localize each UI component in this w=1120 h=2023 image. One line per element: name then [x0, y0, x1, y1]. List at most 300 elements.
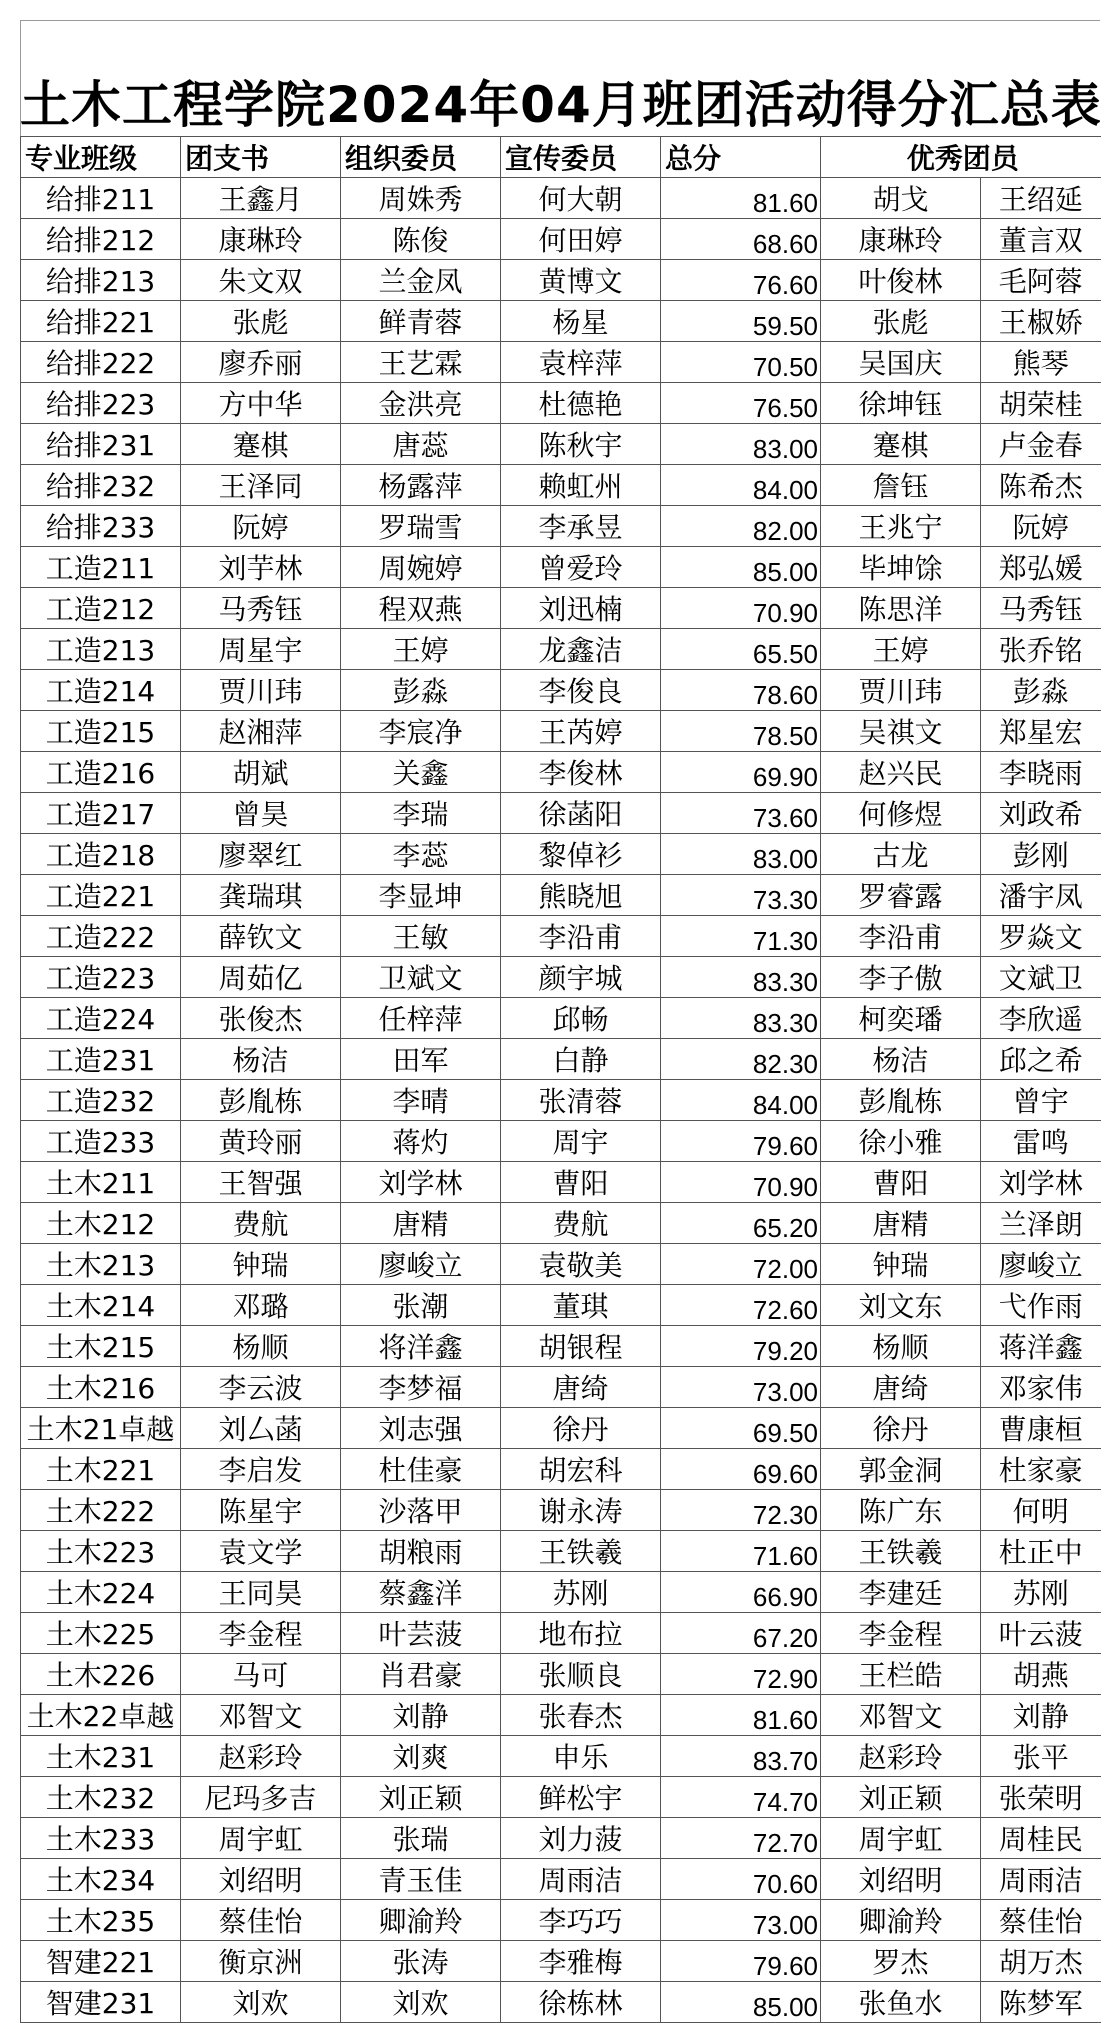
secretary-cell: 薛钦文: [181, 916, 341, 957]
excellent-member-1-cell: 赵彩玲: [821, 1736, 981, 1777]
secretary-cell: 杨顺: [181, 1326, 341, 1367]
publicity-cell: 胡宏科: [501, 1449, 661, 1490]
table-row: [21, 424, 1101, 465]
excellent-member-1-cell: 杨洁: [821, 1039, 981, 1080]
class-cell: 土木22卓越: [21, 1695, 181, 1736]
excellent-member-1-cell: 张鱼水: [821, 1982, 981, 2023]
score-cell: 83.70: [661, 1736, 821, 1777]
secretary-cell: 方中华: [181, 383, 341, 424]
class-cell: 工造216: [21, 752, 181, 793]
table-body: [21, 178, 1101, 2023]
score-cell: 85.00: [661, 547, 821, 588]
excellent-member-2-cell: 苏刚: [981, 1572, 1101, 1613]
publicity-cell: 李俊林: [501, 752, 661, 793]
organizer-cell: 任梓萍: [341, 998, 501, 1039]
score-cell: 72.30: [661, 1490, 821, 1531]
secretary-cell: 刘欢: [181, 1982, 341, 2023]
table-row: [21, 1982, 1101, 2023]
publicity-cell: 谢永涛: [501, 1490, 661, 1531]
table-row: [21, 629, 1101, 670]
excellent-member-2-cell: 胡万杰: [981, 1941, 1101, 1982]
organizer-cell: 李宸净: [341, 711, 501, 752]
organizer-cell: 张瑞: [341, 1818, 501, 1859]
excellent-member-2-cell: 刘静: [981, 1695, 1101, 1736]
publicity-cell: 鲜松宇: [501, 1777, 661, 1818]
excellent-member-1-cell: 毕坤馀: [821, 547, 981, 588]
excellent-member-1-cell: 徐坤钰: [821, 383, 981, 424]
score-cell: 72.90: [661, 1654, 821, 1695]
table-row: [21, 547, 1101, 588]
organizer-cell: 罗瑞雪: [341, 506, 501, 547]
organizer-cell: 蔡鑫洋: [341, 1572, 501, 1613]
class-cell: 工造211: [21, 547, 181, 588]
table-row: [21, 875, 1101, 916]
excellent-member-2-cell: 邓家伟: [981, 1367, 1101, 1408]
class-cell: 工造212: [21, 588, 181, 629]
score-cell: 84.00: [661, 1080, 821, 1121]
organizer-cell: 刘正颖: [341, 1777, 501, 1818]
excellent-member-2-cell: 郑星宏: [981, 711, 1101, 752]
secretary-cell: 周宇虹: [181, 1818, 341, 1859]
excellent-member-2-cell: 张平: [981, 1736, 1101, 1777]
table-row: [21, 301, 1101, 342]
score-cell: 81.60: [661, 178, 821, 219]
excellent-member-1-cell: 李子傲: [821, 957, 981, 998]
excellent-member-1-cell: 李建廷: [821, 1572, 981, 1613]
publicity-cell: 邱畅: [501, 998, 661, 1039]
score-cell: 85.00: [661, 1982, 821, 2023]
excellent-member-2-cell: 卢金春: [981, 424, 1101, 465]
class-cell: 土木215: [21, 1326, 181, 1367]
table-row: [21, 1408, 1101, 1449]
excellent-member-1-cell: 郭金洞: [821, 1449, 981, 1490]
class-cell: 给排213: [21, 260, 181, 301]
excellent-member-1-cell: 徐丹: [821, 1408, 981, 1449]
organizer-cell: 李显坤: [341, 875, 501, 916]
class-cell: 工造223: [21, 957, 181, 998]
table-row: [21, 1039, 1101, 1080]
table-row: [21, 1736, 1101, 1777]
excellent-member-2-cell: 李欣遥: [981, 998, 1101, 1039]
excellent-member-1-cell: 贾川玮: [821, 670, 981, 711]
class-cell: 土木223: [21, 1531, 181, 1572]
table-row: [21, 1121, 1101, 1162]
secretary-cell: 康琳玲: [181, 219, 341, 260]
organizer-cell: 卿渝羚: [341, 1900, 501, 1941]
publicity-cell: 曹阳: [501, 1162, 661, 1203]
class-cell: 工造217: [21, 793, 181, 834]
secretary-cell: 尼玛多吉: [181, 1777, 341, 1818]
score-cell: 70.60: [661, 1859, 821, 1900]
excellent-member-1-cell: 吴国庆: [821, 342, 981, 383]
publicity-cell: 杨星: [501, 301, 661, 342]
excellent-member-1-cell: 彭胤栋: [821, 1080, 981, 1121]
secretary-cell: 胡斌: [181, 752, 341, 793]
score-cell: 72.60: [661, 1285, 821, 1326]
publicity-cell: 胡银程: [501, 1326, 661, 1367]
class-cell: 土木211: [21, 1162, 181, 1203]
header-secretary: 团支书: [181, 137, 341, 178]
class-cell: 给排222: [21, 342, 181, 383]
table-row: [21, 1859, 1101, 1900]
secretary-cell: 廖乔丽: [181, 342, 341, 383]
table-row: [21, 1449, 1101, 1490]
score-cell: 79.20: [661, 1326, 821, 1367]
secretary-cell: 费航: [181, 1203, 341, 1244]
publicity-cell: 王铁羲: [501, 1531, 661, 1572]
secretary-cell: 赵彩玲: [181, 1736, 341, 1777]
organizer-cell: 张涛: [341, 1941, 501, 1982]
excellent-member-2-cell: 郑弘媛: [981, 547, 1101, 588]
excellent-member-2-cell: 弋作雨: [981, 1285, 1101, 1326]
table-row: [21, 178, 1101, 219]
score-cell: 71.60: [661, 1531, 821, 1572]
secretary-cell: 蹇棋: [181, 424, 341, 465]
organizer-cell: 杜佳豪: [341, 1449, 501, 1490]
organizer-cell: 沙落甲: [341, 1490, 501, 1531]
secretary-cell: 张彪: [181, 301, 341, 342]
score-cell: 59.50: [661, 301, 821, 342]
table-row: [21, 1941, 1101, 1982]
excellent-member-1-cell: 刘文东: [821, 1285, 981, 1326]
organizer-cell: 刘志强: [341, 1408, 501, 1449]
secretary-cell: 李云波: [181, 1367, 341, 1408]
organizer-cell: 刘欢: [341, 1982, 501, 2023]
class-cell: 土木21卓越: [21, 1408, 181, 1449]
score-cell: 73.00: [661, 1367, 821, 1408]
excellent-member-1-cell: 陈思洋: [821, 588, 981, 629]
score-cell: 69.60: [661, 1449, 821, 1490]
organizer-cell: 刘静: [341, 1695, 501, 1736]
publicity-cell: 刘力菠: [501, 1818, 661, 1859]
secretary-cell: 李金程: [181, 1613, 341, 1654]
class-cell: 工造231: [21, 1039, 181, 1080]
table-row: [21, 957, 1101, 998]
excellent-member-2-cell: 陈希杰: [981, 465, 1101, 506]
publicity-cell: 地布拉: [501, 1613, 661, 1654]
excellent-member-2-cell: 董言双: [981, 219, 1101, 260]
excellent-member-2-cell: 何明: [981, 1490, 1101, 1531]
score-cell: 83.00: [661, 424, 821, 465]
class-cell: 土木213: [21, 1244, 181, 1285]
organizer-cell: 唐精: [341, 1203, 501, 1244]
excellent-member-1-cell: 古龙: [821, 834, 981, 875]
publicity-cell: 申乐: [501, 1736, 661, 1777]
class-cell: 给排212: [21, 219, 181, 260]
table-row: [21, 1285, 1101, 1326]
score-cell: 84.00: [661, 465, 821, 506]
excellent-member-1-cell: 钟瑞: [821, 1244, 981, 1285]
class-cell: 智建221: [21, 1941, 181, 1982]
score-cell: 65.20: [661, 1203, 821, 1244]
score-cell: 73.60: [661, 793, 821, 834]
class-cell: 给排233: [21, 506, 181, 547]
secretary-cell: 马可: [181, 1654, 341, 1695]
header-score: 总分: [661, 137, 821, 178]
excellent-member-2-cell: 蔡佳怡: [981, 1900, 1101, 1941]
page-title: 土木工程学院2024年04月班团活动得分汇总表: [20, 76, 1102, 134]
organizer-cell: 刘学林: [341, 1162, 501, 1203]
organizer-cell: 杨露萍: [341, 465, 501, 506]
excellent-member-1-cell: 王兆宁: [821, 506, 981, 547]
score-cell: 74.70: [661, 1777, 821, 1818]
excellent-member-2-cell: 熊琴: [981, 342, 1101, 383]
excellent-member-2-cell: 周桂民: [981, 1818, 1101, 1859]
organizer-cell: 王婷: [341, 629, 501, 670]
secretary-cell: 彭胤栋: [181, 1080, 341, 1121]
excellent-member-1-cell: 刘绍明: [821, 1859, 981, 1900]
secretary-cell: 杨洁: [181, 1039, 341, 1080]
excellent-member-2-cell: 胡燕: [981, 1654, 1101, 1695]
table-row: [21, 916, 1101, 957]
class-cell: 土木235: [21, 1900, 181, 1941]
excellent-member-2-cell: 毛阿蓉: [981, 260, 1101, 301]
publicity-cell: 费航: [501, 1203, 661, 1244]
excellent-member-2-cell: 曾宇: [981, 1080, 1101, 1121]
secretary-cell: 王智强: [181, 1162, 341, 1203]
score-cell: 67.20: [661, 1613, 821, 1654]
table-row: [21, 1654, 1101, 1695]
table-row: [21, 383, 1101, 424]
organizer-cell: 鲜青蓉: [341, 301, 501, 342]
excellent-member-2-cell: 文斌卫: [981, 957, 1101, 998]
excellent-member-1-cell: 曹阳: [821, 1162, 981, 1203]
table-row: [21, 1572, 1101, 1613]
organizer-cell: 唐蕊: [341, 424, 501, 465]
secretary-cell: 马秀钰: [181, 588, 341, 629]
class-cell: 土木224: [21, 1572, 181, 1613]
spreadsheet: [20, 20, 1102, 2022]
organizer-cell: 彭淼: [341, 670, 501, 711]
excellent-member-1-cell: 吴祺文: [821, 711, 981, 752]
publicity-cell: 周雨洁: [501, 1859, 661, 1900]
excellent-member-1-cell: 李沿甫: [821, 916, 981, 957]
score-cell: 82.00: [661, 506, 821, 547]
score-cell: 83.30: [661, 998, 821, 1039]
publicity-cell: 颜宇城: [501, 957, 661, 998]
class-cell: 工造233: [21, 1121, 181, 1162]
excellent-member-1-cell: 唐绮: [821, 1367, 981, 1408]
score-cell: 79.60: [661, 1941, 821, 1982]
table-row: [21, 1695, 1101, 1736]
publicity-cell: 袁敬美: [501, 1244, 661, 1285]
class-cell: 土木233: [21, 1818, 181, 1859]
class-cell: 土木216: [21, 1367, 181, 1408]
secretary-cell: 袁文学: [181, 1531, 341, 1572]
score-cell: 76.60: [661, 260, 821, 301]
excellent-member-2-cell: 雷鸣: [981, 1121, 1101, 1162]
organizer-cell: 王艺霖: [341, 342, 501, 383]
excellent-member-1-cell: 詹钰: [821, 465, 981, 506]
publicity-cell: 苏刚: [501, 1572, 661, 1613]
secretary-cell: 阮婷: [181, 506, 341, 547]
excellent-member-2-cell: 阮婷: [981, 506, 1101, 547]
table-row: [21, 219, 1101, 260]
excellent-member-2-cell: 陈梦军: [981, 1982, 1101, 2023]
class-cell: 土木212: [21, 1203, 181, 1244]
table-row: [21, 1367, 1101, 1408]
score-cell: 73.00: [661, 1900, 821, 1941]
publicity-cell: 李沿甫: [501, 916, 661, 957]
table-row: [21, 260, 1101, 301]
excellent-member-2-cell: 王椒娇: [981, 301, 1101, 342]
organizer-cell: 周姝秀: [341, 178, 501, 219]
sheet-top-border: [20, 20, 1100, 21]
class-cell: 智建231: [21, 1982, 181, 2023]
excellent-member-2-cell: 马秀钰: [981, 588, 1101, 629]
publicity-cell: 张清蓉: [501, 1080, 661, 1121]
secretary-cell: 邓智文: [181, 1695, 341, 1736]
score-cell: 65.50: [661, 629, 821, 670]
excellent-member-1-cell: 陈广东: [821, 1490, 981, 1531]
secretary-cell: 钟瑞: [181, 1244, 341, 1285]
secretary-cell: 刘厶菡: [181, 1408, 341, 1449]
secretary-cell: 龚瑞琪: [181, 875, 341, 916]
table-row: [21, 1613, 1101, 1654]
class-cell: 土木234: [21, 1859, 181, 1900]
secretary-cell: 曾昊: [181, 793, 341, 834]
publicity-cell: 何大朝: [501, 178, 661, 219]
score-cell: 71.30: [661, 916, 821, 957]
organizer-cell: 陈俊: [341, 219, 501, 260]
secretary-cell: 邓璐: [181, 1285, 341, 1326]
publicity-cell: 赖虹州: [501, 465, 661, 506]
class-cell: 土木232: [21, 1777, 181, 1818]
excellent-member-1-cell: 罗杰: [821, 1941, 981, 1982]
excellent-member-2-cell: 潘宇凤: [981, 875, 1101, 916]
publicity-cell: 张春杰: [501, 1695, 661, 1736]
secretary-cell: 刘芋林: [181, 547, 341, 588]
publicity-cell: 张顺良: [501, 1654, 661, 1695]
score-cell: 72.70: [661, 1818, 821, 1859]
publicity-cell: 袁梓萍: [501, 342, 661, 383]
excellent-member-2-cell: 刘政希: [981, 793, 1101, 834]
secretary-cell: 蔡佳怡: [181, 1900, 341, 1941]
class-cell: 给排221: [21, 301, 181, 342]
excellent-member-2-cell: 罗焱文: [981, 916, 1101, 957]
excellent-member-1-cell: 王铁羲: [821, 1531, 981, 1572]
score-cell: 69.90: [661, 752, 821, 793]
score-cell: 81.60: [661, 1695, 821, 1736]
publicity-cell: 李巧巧: [501, 1900, 661, 1941]
table-row: [21, 1818, 1101, 1859]
table-row: [21, 670, 1101, 711]
score-cell: 72.00: [661, 1244, 821, 1285]
table-row: [21, 342, 1101, 383]
publicity-cell: 曾爱玲: [501, 547, 661, 588]
excellent-member-1-cell: 蹇棋: [821, 424, 981, 465]
excellent-member-1-cell: 李金程: [821, 1613, 981, 1654]
excellent-member-2-cell: 张荣明: [981, 1777, 1101, 1818]
excellent-member-2-cell: 叶云菠: [981, 1613, 1101, 1654]
organizer-cell: 周婉婷: [341, 547, 501, 588]
table-row: [21, 465, 1101, 506]
excellent-member-2-cell: 蒋洋鑫: [981, 1326, 1101, 1367]
score-cell: 79.60: [661, 1121, 821, 1162]
organizer-cell: 蒋灼: [341, 1121, 501, 1162]
excellent-member-1-cell: 康琳玲: [821, 219, 981, 260]
class-cell: 土木222: [21, 1490, 181, 1531]
secretary-cell: 朱文双: [181, 260, 341, 301]
table-row: [21, 588, 1101, 629]
excellent-member-2-cell: 彭淼: [981, 670, 1101, 711]
table-row: [21, 1080, 1101, 1121]
excellent-member-2-cell: 周雨洁: [981, 1859, 1101, 1900]
score-cell: 68.60: [661, 219, 821, 260]
excellent-member-1-cell: 徐小雅: [821, 1121, 981, 1162]
organizer-cell: 叶芸菠: [341, 1613, 501, 1654]
publicity-cell: 龙鑫洁: [501, 629, 661, 670]
excellent-member-1-cell: 赵兴民: [821, 752, 981, 793]
excellent-member-2-cell: 李晓雨: [981, 752, 1101, 793]
header-organizer: 组织委员: [341, 137, 501, 178]
excellent-member-1-cell: 胡戈: [821, 178, 981, 219]
organizer-cell: 刘爽: [341, 1736, 501, 1777]
class-cell: 工造213: [21, 629, 181, 670]
organizer-cell: 张潮: [341, 1285, 501, 1326]
excellent-member-1-cell: 罗睿露: [821, 875, 981, 916]
class-cell: 土木231: [21, 1736, 181, 1777]
class-cell: 工造232: [21, 1080, 181, 1121]
publicity-cell: 杜德艳: [501, 383, 661, 424]
excellent-member-2-cell: 廖峻立: [981, 1244, 1101, 1285]
class-cell: 给排231: [21, 424, 181, 465]
publicity-cell: 陈秋宇: [501, 424, 661, 465]
header-excellent: 优秀团员: [821, 137, 1101, 178]
score-cell: 70.90: [661, 588, 821, 629]
table-row: [21, 1900, 1101, 1941]
publicity-cell: 黎倬衫: [501, 834, 661, 875]
secretary-cell: 陈星宇: [181, 1490, 341, 1531]
score-cell: 83.30: [661, 957, 821, 998]
secretary-cell: 张俊杰: [181, 998, 341, 1039]
publicity-cell: 王芮婷: [501, 711, 661, 752]
excellent-member-1-cell: 何修煜: [821, 793, 981, 834]
organizer-cell: 李晴: [341, 1080, 501, 1121]
excellent-member-1-cell: 刘正颖: [821, 1777, 981, 1818]
organizer-cell: 卫斌文: [341, 957, 501, 998]
secretary-cell: 刘绍明: [181, 1859, 341, 1900]
table-row: [21, 752, 1101, 793]
excellent-member-2-cell: 杜家豪: [981, 1449, 1101, 1490]
excellent-member-1-cell: 柯奕璠: [821, 998, 981, 1039]
excellent-member-2-cell: 兰泽朗: [981, 1203, 1101, 1244]
publicity-cell: 徐菡阳: [501, 793, 661, 834]
score-cell: 82.30: [661, 1039, 821, 1080]
excellent-member-1-cell: 杨顺: [821, 1326, 981, 1367]
class-cell: 土木221: [21, 1449, 181, 1490]
secretary-cell: 赵湘萍: [181, 711, 341, 752]
excellent-member-1-cell: 王婷: [821, 629, 981, 670]
excellent-member-2-cell: 邱之希: [981, 1039, 1101, 1080]
excellent-member-2-cell: 刘学林: [981, 1162, 1101, 1203]
score-cell: 70.50: [661, 342, 821, 383]
publicity-cell: 黄博文: [501, 260, 661, 301]
score-cell: 73.30: [661, 875, 821, 916]
secretary-cell: 王同昊: [181, 1572, 341, 1613]
excellent-member-1-cell: 邓智文: [821, 1695, 981, 1736]
organizer-cell: 李梦福: [341, 1367, 501, 1408]
class-cell: 给排211: [21, 178, 181, 219]
class-cell: 土木225: [21, 1613, 181, 1654]
secretary-cell: 衡京洲: [181, 1941, 341, 1982]
publicity-cell: 周宇: [501, 1121, 661, 1162]
class-cell: 给排232: [21, 465, 181, 506]
secretary-cell: 王泽同: [181, 465, 341, 506]
score-cell: 76.50: [661, 383, 821, 424]
score-cell: 83.00: [661, 834, 821, 875]
table-row: [21, 1326, 1101, 1367]
